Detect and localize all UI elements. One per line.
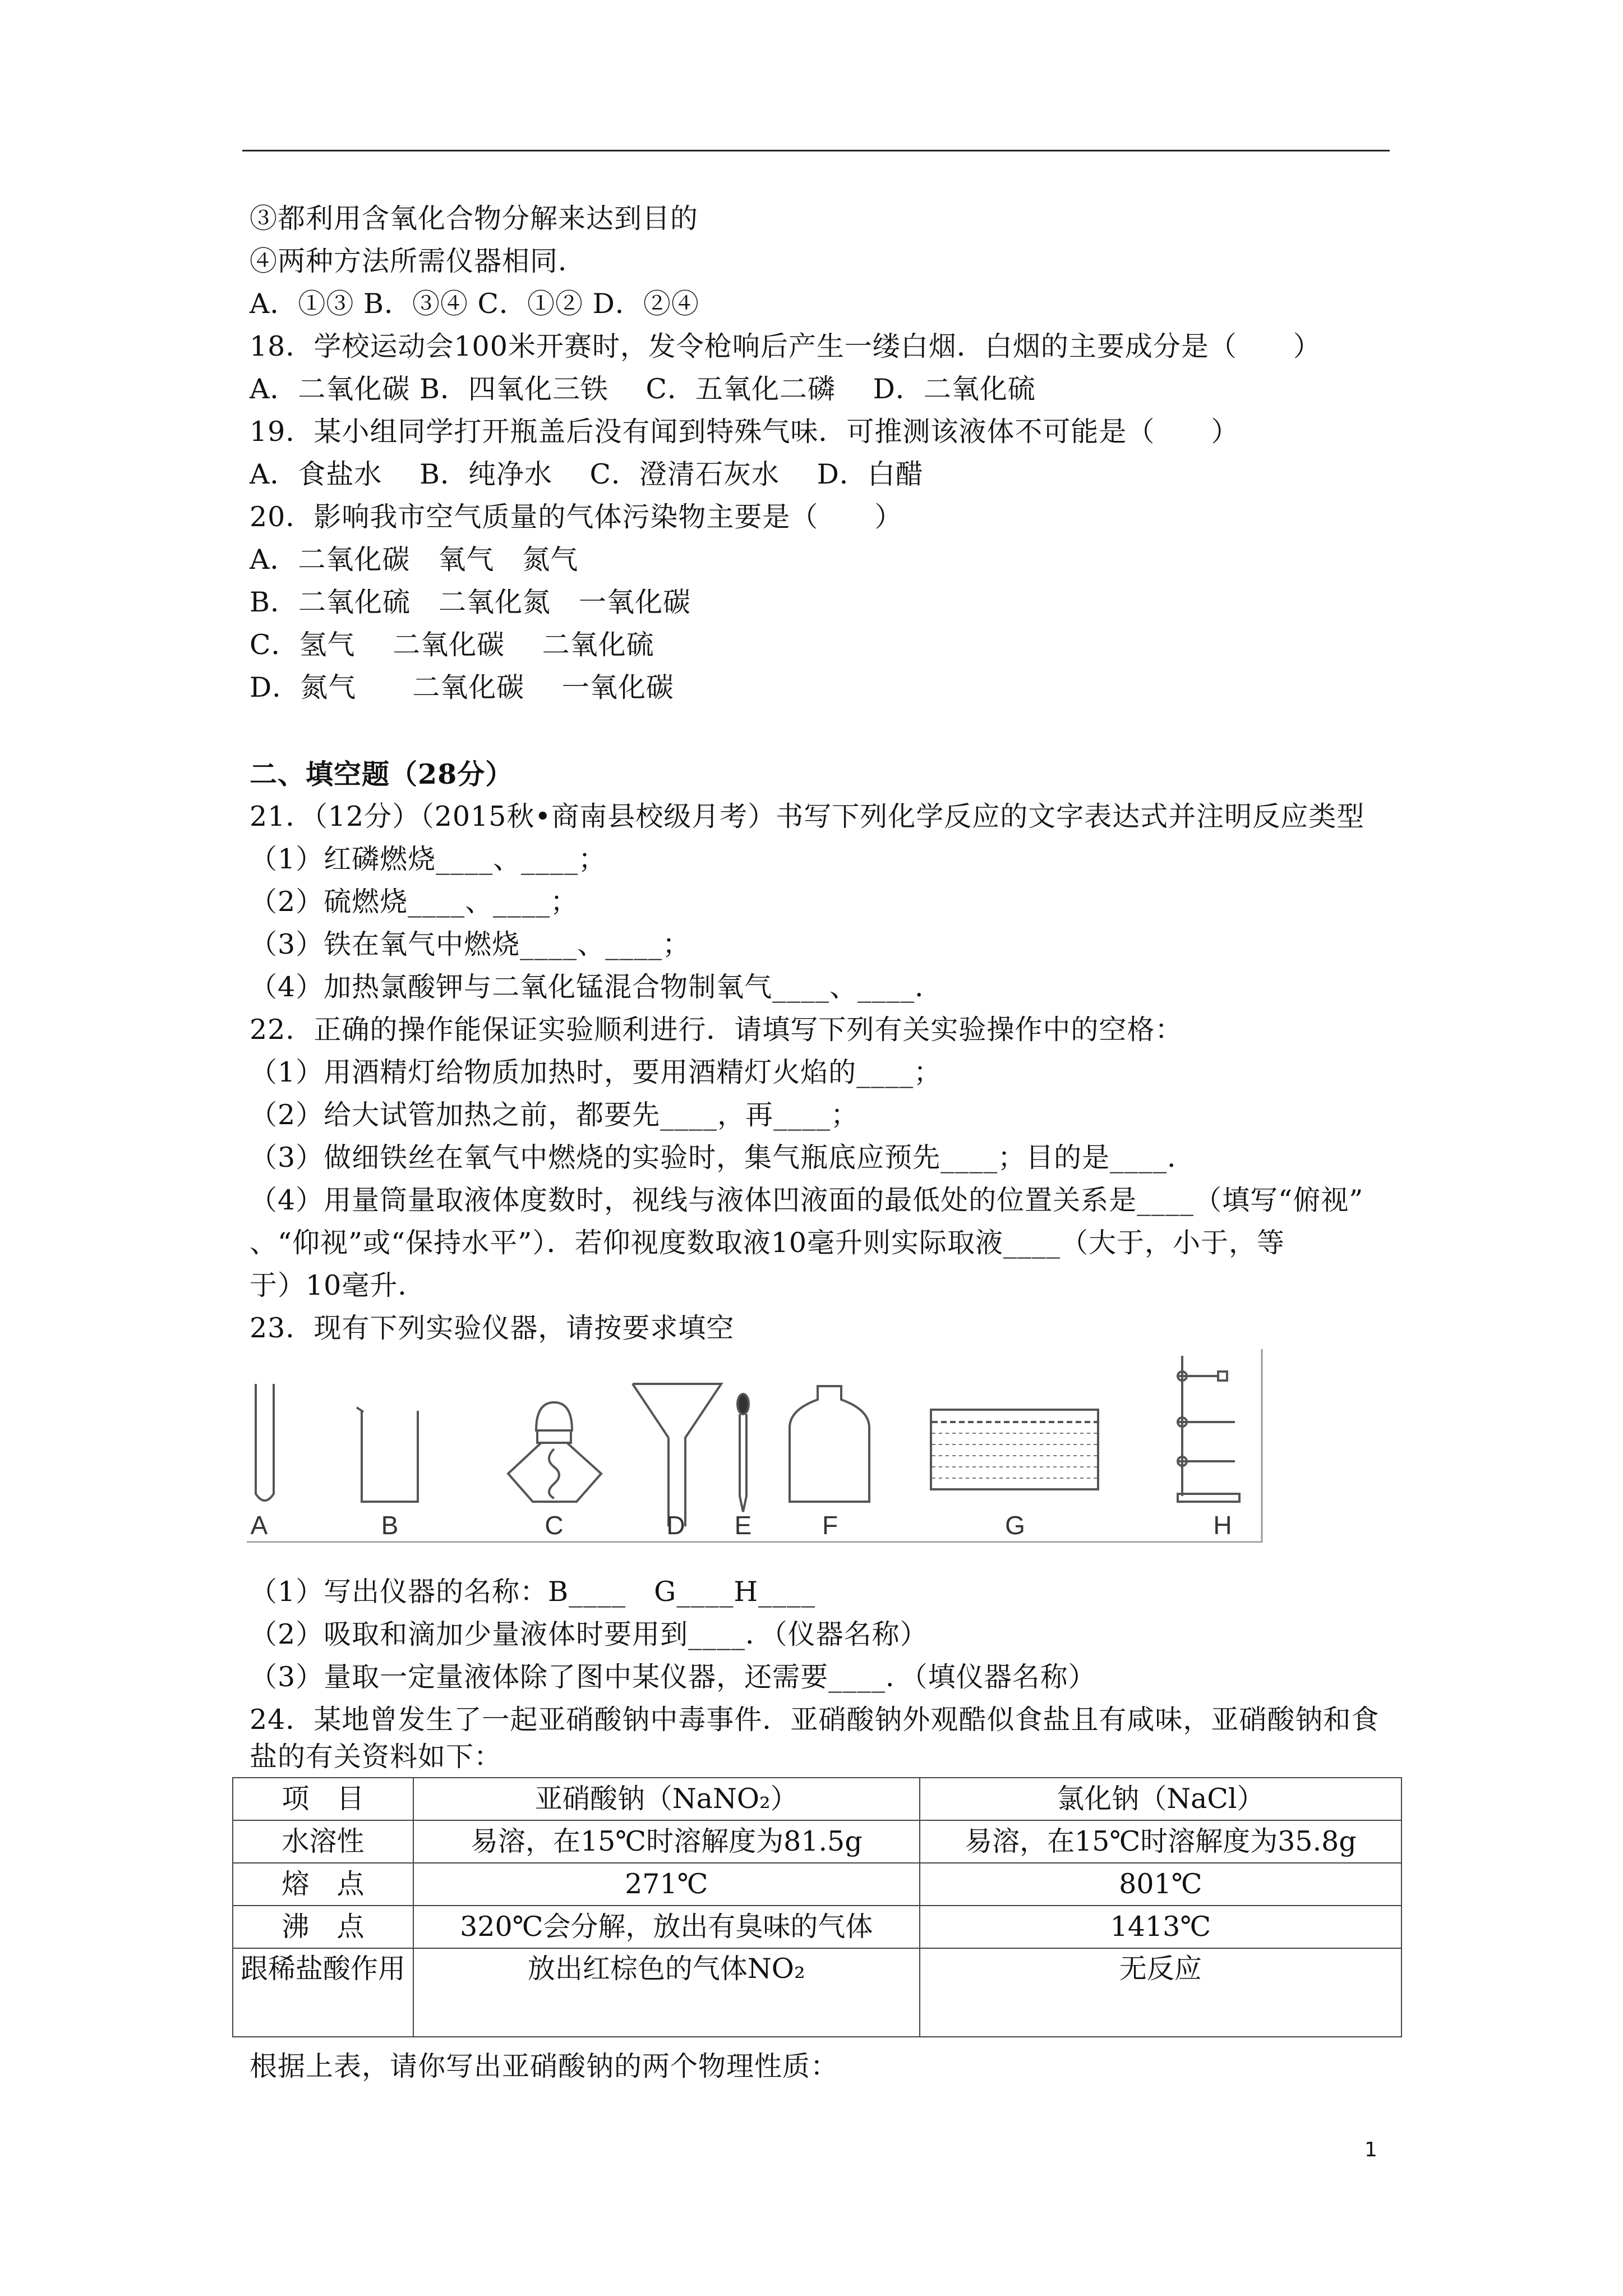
question-22-item: （4）用量筒量取液体度数时，视线与液体凹液面的最低处的位置关系是____（填写“俯视” xyxy=(250,1184,1364,1216)
figure-label-a: A xyxy=(250,1511,268,1540)
question-21-item: （1）红磷燃烧____、____； xyxy=(250,843,607,875)
question-18-options: A．二氧化碳 B．四氧化三铁 C．五氧化二磷 D．二氧化硫 xyxy=(250,373,1036,405)
table-cell: 易溶，在15℃时溶解度为35.8g xyxy=(920,1820,1401,1863)
dropper-icon xyxy=(737,1394,749,1512)
table-row xyxy=(233,1820,1401,1863)
question-22: 22．正确的操作能保证实验顺利进行．请填写下列有关实验操作中的空格： xyxy=(250,1014,1183,1046)
table-cell: 熔 点 xyxy=(233,1863,413,1906)
table-cell: 无反应 xyxy=(920,1948,1401,2037)
question-24-cont: 盐的有关资料如下： xyxy=(250,1741,502,1773)
question-21: 21．（12分）（2015秋•商南县校级月考）书写下列化学反应的文字表达式并注明反应类型 xyxy=(250,800,1365,832)
question-22-item: （1）用酒精灯给物质加热时，要用酒精灯火焰的____； xyxy=(250,1056,942,1088)
table-cell: 跟稀盐酸作用 xyxy=(233,1948,413,2037)
question-20-option-b: B．二氧化硫 二氧化氮 一氧化碳 xyxy=(250,586,691,618)
header-rule xyxy=(242,150,1390,151)
page-number: 1 xyxy=(1364,2138,1377,2161)
question-19: 19．某小组同学打开瓶盖后没有闻到特殊气味．可推测该液体不可能是（ ） xyxy=(250,416,1239,448)
beaker-icon xyxy=(357,1407,418,1502)
table-cell: 放出红棕色的气体NO₂ xyxy=(413,1948,920,2037)
gas-bottle-icon xyxy=(790,1386,869,1502)
table-cell: 亚硝酸钠（NaNO₂） xyxy=(413,1778,920,1820)
question-21-item: （2）硫燃烧____、____； xyxy=(250,886,579,918)
funnel-icon xyxy=(633,1384,721,1526)
text-line: ③都利用含氧化合物分解来达到目的 xyxy=(250,203,699,234)
table-row xyxy=(233,1948,1401,2037)
lab-apparatus-figure xyxy=(247,1349,1263,1543)
test-tube-icon xyxy=(256,1384,274,1501)
figure-label-g: G xyxy=(1005,1511,1025,1540)
iron-stand-icon xyxy=(1178,1356,1239,1502)
text-line: ④两种方法所需仪器相同． xyxy=(250,245,587,277)
question-23-item: （1）写出仪器的名称：B____ G____H____ xyxy=(250,1576,816,1608)
figure-label-e: E xyxy=(734,1511,752,1540)
question-22-item-cont: 、“仰视”或“保持水平”）．若仰视度数取液10毫升则实际取液____（大于，小于，等 xyxy=(250,1227,1285,1259)
table-cell: 项 目 xyxy=(233,1778,413,1820)
table-cell: 水溶性 xyxy=(233,1820,413,1863)
table-row xyxy=(233,1906,1401,1948)
question-20-option-a: A．二氧化碳 氧气 氮气 xyxy=(250,544,579,576)
table-cell: 氯化钠（NaCl） xyxy=(920,1778,1401,1820)
question-18: 18．学校运动会100米开赛时，发令枪响后产生一缕白烟．白烟的主要成分是（ ） xyxy=(250,330,1321,362)
question-23: 23．现有下列实验仪器，请按要求填空 xyxy=(250,1312,735,1344)
question-22-item: （3）做细铁丝在氧气中燃烧的实验时，集气瓶底应预先____；目的是____． xyxy=(250,1142,1196,1174)
table-cell: 320℃会分解，放出有臭味的气体 xyxy=(413,1906,920,1948)
figure-label-f: F xyxy=(822,1511,838,1540)
alcohol-lamp-icon xyxy=(508,1402,601,1502)
table-row xyxy=(233,1863,1401,1906)
question-23-item: （3）量取一定量液体除了图中某仪器，还需要____．（填仪器名称） xyxy=(250,1661,1096,1693)
question-23-item: （2）吸取和滴加少量液体时要用到____．（仪器名称） xyxy=(250,1618,928,1650)
question-22-item-cont: 于）10毫升． xyxy=(250,1269,426,1301)
question-20-option-d: D．氮气 二氧化碳 一氧化碳 xyxy=(250,671,674,703)
question-24-prompt: 根据上表，请你写出亚硝酸钠的两个物理性质： xyxy=(250,2050,839,2082)
question-21-item: （3）铁在氧气中燃烧____、____； xyxy=(250,928,691,960)
figure-label-c: C xyxy=(545,1511,564,1540)
table-cell: 271℃ xyxy=(413,1863,920,1906)
table-cell: 沸 点 xyxy=(233,1906,413,1948)
table-cell: 801℃ xyxy=(920,1863,1401,1906)
table-cell: 易溶，在15℃时溶解度为81.5g xyxy=(413,1820,920,1863)
question-20: 20．影响我市空气质量的气体污染物主要是（ ） xyxy=(250,501,903,533)
water-trough-icon xyxy=(931,1410,1098,1489)
figure-label-b: B xyxy=(381,1511,399,1540)
question-24: 24．某地曾发生了一起亚硝酸钠中毒事件．亚硝酸钠外观酷似食盐且有咸味，亚硝酸钠和食 xyxy=(250,1704,1380,1736)
question-21-item: （4）加热氯酸钾与二氧化锰混合物制氧气____、____． xyxy=(250,971,943,1003)
text-line: A．①③ B．③④ C．①② D．②④ xyxy=(250,288,699,320)
table-cell: 1413℃ xyxy=(920,1906,1401,1948)
section-heading: 二、填空题（28分） xyxy=(250,758,514,790)
question-20-option-c: C．氢气 二氧化碳 二氧化硫 xyxy=(250,629,654,661)
table-header-row xyxy=(233,1778,1401,1820)
properties-table xyxy=(232,1777,1402,2037)
figure-label-d: D xyxy=(666,1511,685,1540)
question-19-options: A．食盐水 B．纯净水 C．澄清石灰水 D．白醋 xyxy=(250,458,924,490)
question-22-item: （2）给大试管加热之前，都要先____，再____； xyxy=(250,1099,859,1131)
figure-label-h: H xyxy=(1213,1511,1232,1540)
